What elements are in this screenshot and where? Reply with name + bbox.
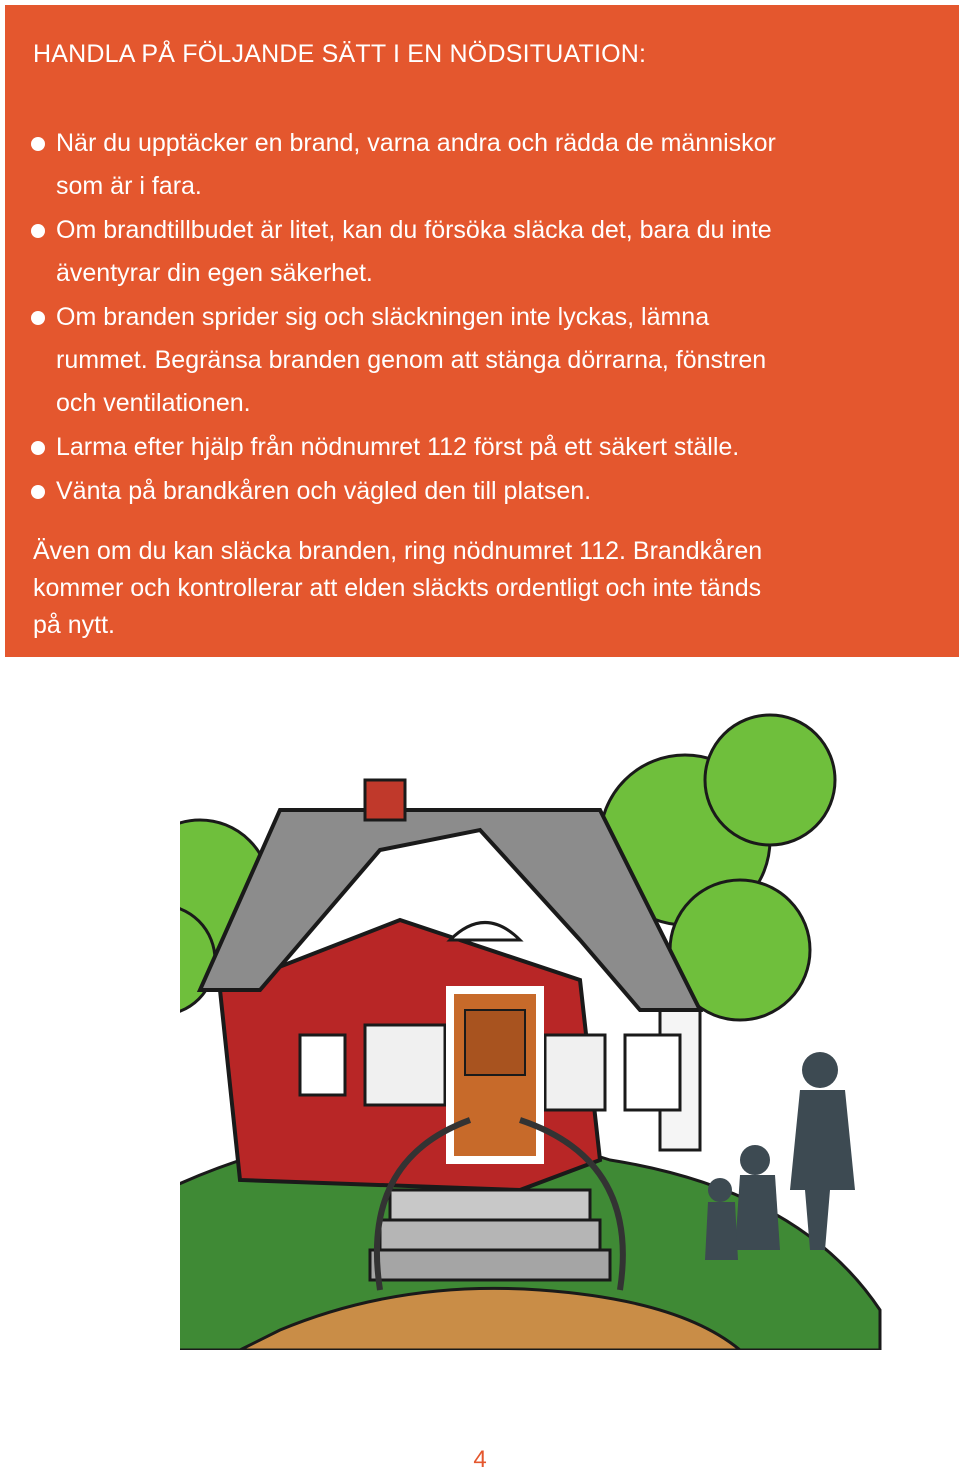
instruction-line: äventyrar din egen säkerhet. [56, 259, 373, 287]
bullet-dot-icon [31, 137, 45, 151]
house-illustration [180, 690, 960, 1350]
closing-paragraph [33, 533, 948, 644]
chimney-icon [365, 780, 405, 820]
instruction-line: rummet. Begränsa branden genom att stänga dörrarna, fönstren [56, 346, 767, 374]
instruction-line: Om branden sprider sig och släckningen inte lyckas, lämna [56, 303, 710, 331]
window-icon [545, 1035, 605, 1110]
panel-heading: HANDLA PÅ FÖLJANDE SÄTT I EN NÖDSITUATION: [33, 40, 647, 68]
instruction-line: Om brandtillbudet är litet, kan du försöka släcka det, bara du inte [56, 216, 772, 244]
emergency-instructions-panel [5, 5, 959, 657]
instruction-item [27, 426, 937, 469]
instruction-list [27, 122, 937, 514]
instruction-item [27, 209, 937, 295]
paragraph-line: på nytt. [33, 611, 115, 639]
window-icon [365, 1025, 445, 1105]
instruction-item [27, 122, 937, 208]
window-icon [625, 1035, 680, 1110]
red-house-illustration [180, 690, 960, 1350]
instruction-line: som är i fara. [56, 172, 202, 200]
bullet-dot-icon [31, 224, 45, 238]
instruction-item [27, 470, 937, 513]
instruction-line: Larma efter hjälp från nödnumret 112 först på ett säkert ställe. [56, 433, 740, 461]
steps-icon [370, 1190, 610, 1280]
instruction-line: När du upptäcker en brand, varna andra och rädda de människor [56, 129, 776, 157]
bullet-dot-icon [31, 311, 45, 325]
window-icon [300, 1035, 345, 1095]
page-number: 4 [473, 1446, 487, 1473]
instruction-item [27, 296, 937, 425]
paragraph-line: Även om du kan släcka branden, ring nödnumret 112. Brandkåren [33, 537, 763, 565]
instruction-line: och ventilationen. [56, 389, 251, 417]
paragraph-line: kommer och kontrollerar att elden släckts ordentligt och inte tänds [33, 574, 762, 602]
instruction-line: Vänta på brandkåren och vägled den till platsen. [56, 477, 592, 505]
bullet-dot-icon [31, 485, 45, 499]
bullet-dot-icon [31, 441, 45, 455]
